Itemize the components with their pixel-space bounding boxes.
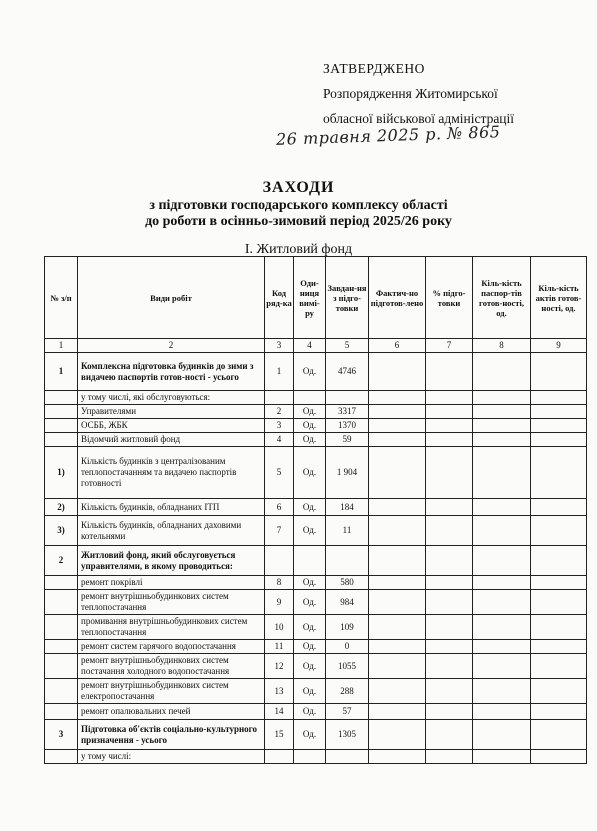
cell-task: 288 (326, 679, 369, 704)
cell-passports (473, 391, 531, 405)
cell-pct (426, 576, 473, 590)
table-row (45, 516, 587, 546)
cell-unit: Од. (294, 640, 326, 654)
cell-code (265, 750, 294, 764)
header-pct: % підго-товки (426, 257, 473, 339)
cell-unit: Од. (294, 654, 326, 679)
cell-work: Кількість будинків, обладнаних ІТП (78, 499, 265, 516)
cell-task: 57 (326, 704, 369, 720)
cell-work: Управителями (78, 405, 265, 419)
cell-passports (473, 353, 531, 391)
cell-task: 1305 (326, 720, 369, 750)
cell-unit: Од. (294, 405, 326, 419)
cell-actual (369, 590, 426, 615)
table-row (45, 405, 587, 419)
cell-work: Кількість будинків, обладнаних даховими котельнями (78, 516, 265, 546)
cell-actual (369, 704, 426, 720)
cell-code (265, 391, 294, 405)
title-line-2: з підготовки господарського комплексу області (149, 198, 448, 213)
cell-work: промивання внутрішньобудинкових систем теплопостачання (78, 615, 265, 640)
cell-actual (369, 405, 426, 419)
cell-pct (426, 590, 473, 615)
approval-line-3: обласної військової адміністрації (323, 111, 515, 126)
cell-code: 10 (265, 615, 294, 640)
cell-task: 11 (326, 516, 369, 546)
cell-acts (531, 391, 587, 405)
header-unit: Оди-ниця вимі-ру (294, 257, 326, 339)
table-row (45, 546, 587, 576)
cell-num (45, 640, 78, 654)
cell-actual (369, 391, 426, 405)
cell-pct (426, 640, 473, 654)
colnum-8: 8 (473, 339, 531, 353)
table-row (45, 353, 587, 391)
cell-pct (426, 499, 473, 516)
cell-work: Комплексна підготовка будинків до зими з видачею паспортів готов-ності - усього (78, 353, 265, 391)
header-acts: Кіль-кість актів готов-ності, од. (531, 257, 587, 339)
cell-passports (473, 447, 531, 499)
cell-unit: Од. (294, 516, 326, 546)
cell-unit: Од. (294, 615, 326, 640)
cell-work: у тому числі, які обслуговуються: (78, 391, 265, 405)
cell-code: 2 (265, 405, 294, 419)
table-row (45, 447, 587, 499)
cell-task: 3317 (326, 405, 369, 419)
cell-actual (369, 433, 426, 447)
cell-pct (426, 546, 473, 576)
cell-unit: Од. (294, 419, 326, 433)
cell-acts (531, 546, 587, 576)
cell-unit: Од. (294, 720, 326, 750)
cell-unit: Од. (294, 447, 326, 499)
cell-actual (369, 615, 426, 640)
title-main: ЗАХОДИ (262, 179, 335, 196)
approval-stamp (323, 56, 514, 131)
cell-acts (531, 447, 587, 499)
header-row (45, 257, 587, 339)
cell-pct (426, 433, 473, 447)
header-num: № з/п (45, 257, 78, 339)
cell-passports (473, 576, 531, 590)
cell-task (326, 391, 369, 405)
cell-pct (426, 447, 473, 499)
cell-unit: Од. (294, 433, 326, 447)
table-row (45, 391, 587, 405)
cell-unit (294, 750, 326, 764)
section-title: І. Житловий фонд (244, 242, 353, 257)
cell-acts (531, 679, 587, 704)
cell-passports (473, 419, 531, 433)
cell-num (45, 590, 78, 615)
approval-line-2: Розпорядження Житомирської (323, 86, 498, 101)
cell-passports (473, 546, 531, 576)
cell-acts (531, 704, 587, 720)
cell-num: 1 (45, 353, 78, 391)
cell-code: 3 (265, 419, 294, 433)
cell-acts (531, 576, 587, 590)
cell-acts (531, 405, 587, 419)
cell-code: 12 (265, 654, 294, 679)
cell-work: ремонт внутрішньобудинкових систем постачання холодного водопостачання (78, 654, 265, 679)
cell-unit: Од. (294, 576, 326, 590)
cell-work: у тому числі: (78, 750, 265, 764)
table-row (45, 615, 587, 640)
table-row (45, 433, 587, 447)
cell-actual (369, 576, 426, 590)
cell-code: 9 (265, 590, 294, 615)
cell-code: 14 (265, 704, 294, 720)
cell-task: 1370 (326, 419, 369, 433)
cell-work: ремонт покрівлі (78, 576, 265, 590)
cell-work: ремонт опалювальних печей (78, 704, 265, 720)
title-line-3: до роботи в осінньо-зимовий період 2025/26 року (145, 214, 452, 229)
cell-code: 11 (265, 640, 294, 654)
colnum-9: 9 (531, 339, 587, 353)
cell-num: 2 (45, 546, 78, 576)
cell-unit (294, 391, 326, 405)
table-row (45, 590, 587, 615)
cell-passports (473, 615, 531, 640)
cell-actual (369, 353, 426, 391)
cell-code: 4 (265, 433, 294, 447)
cell-passports (473, 640, 531, 654)
colnum-5: 5 (326, 339, 369, 353)
cell-passports (473, 679, 531, 704)
colnum-6: 6 (369, 339, 426, 353)
colnum-2: 2 (78, 339, 265, 353)
cell-unit: Од. (294, 590, 326, 615)
cell-acts (531, 353, 587, 391)
table-row (45, 679, 587, 704)
cell-passports (473, 433, 531, 447)
cell-passports (473, 499, 531, 516)
cell-actual (369, 516, 426, 546)
cell-num (45, 750, 78, 764)
table-row (45, 704, 587, 720)
cell-unit: Од. (294, 704, 326, 720)
table-row (45, 419, 587, 433)
cell-task: 580 (326, 576, 369, 590)
cell-unit: Од. (294, 353, 326, 391)
cell-pct (426, 704, 473, 720)
cell-work: Підготовка об'єктів соціально-культурного призначення - усього (78, 720, 265, 750)
cell-unit: Од. (294, 499, 326, 516)
cell-actual (369, 654, 426, 679)
cell-actual (369, 546, 426, 576)
cell-passports (473, 654, 531, 679)
cell-work: Відомчий житловий фонд (78, 433, 265, 447)
cell-acts (531, 750, 587, 764)
cell-pct (426, 405, 473, 419)
cell-num (45, 654, 78, 679)
cell-code: 1 (265, 353, 294, 391)
column-number-row (45, 339, 587, 353)
cell-work: ремонт внутрішньобудинкових систем електропостачання (78, 679, 265, 704)
cell-work: ремонт внутрішньобудинкових систем теплопостачання (78, 590, 265, 615)
cell-acts (531, 615, 587, 640)
cell-actual (369, 720, 426, 750)
cell-pct (426, 615, 473, 640)
cell-code: 15 (265, 720, 294, 750)
colnum-4: 4 (294, 339, 326, 353)
cell-num: 2) (45, 499, 78, 516)
cell-num: 1) (45, 447, 78, 499)
cell-code (265, 546, 294, 576)
cell-actual (369, 679, 426, 704)
cell-task (326, 750, 369, 764)
cell-acts (531, 654, 587, 679)
table-row (45, 720, 587, 750)
cell-acts (531, 640, 587, 654)
cell-acts (531, 419, 587, 433)
cell-actual (369, 499, 426, 516)
cell-num (45, 576, 78, 590)
cell-pct (426, 391, 473, 405)
cell-unit: Од. (294, 679, 326, 704)
cell-actual (369, 447, 426, 499)
colnum-1: 1 (45, 339, 78, 353)
cell-task: 0 (326, 640, 369, 654)
table-row (45, 654, 587, 679)
colnum-3: 3 (265, 339, 294, 353)
cell-code: 5 (265, 447, 294, 499)
handwritten-date-number: 26 травня 2025 р. № 865 (275, 122, 501, 149)
cell-acts (531, 499, 587, 516)
cell-work: Кількість будинків з централізованим теплопостачанням та видачею паспортів готовності (78, 447, 265, 499)
cell-task: 1055 (326, 654, 369, 679)
cell-task (326, 546, 369, 576)
header-actual: Фактич-но підготов-лено (369, 257, 426, 339)
cell-acts (531, 720, 587, 750)
cell-num (45, 405, 78, 419)
cell-pct (426, 750, 473, 764)
cell-passports (473, 516, 531, 546)
table-row (45, 576, 587, 590)
table-row (45, 640, 587, 654)
colnum-7: 7 (426, 339, 473, 353)
cell-work: ОСББ, ЖБК (78, 419, 265, 433)
table-row (45, 750, 587, 764)
cell-acts (531, 433, 587, 447)
approved-label: ЗАТВЕРДЖЕНО (323, 61, 425, 76)
cell-num: 3 (45, 720, 78, 750)
cell-unit (294, 546, 326, 576)
cell-passports (473, 750, 531, 764)
cell-pct (426, 720, 473, 750)
cell-num (45, 391, 78, 405)
cell-num (45, 704, 78, 720)
cell-task: 1 904 (326, 447, 369, 499)
cell-pct (426, 679, 473, 704)
document-title (0, 178, 597, 230)
cell-num (45, 679, 78, 704)
cell-work: Житловий фонд, який обслуговується управителями, в якому проводиться: (78, 546, 265, 576)
cell-pct (426, 419, 473, 433)
cell-num (45, 433, 78, 447)
cell-actual (369, 419, 426, 433)
header-passports: Кіль-кість паспор-тів готов-ності, од. (473, 257, 531, 339)
measures-table (44, 256, 587, 764)
table-body (45, 339, 587, 764)
cell-code: 7 (265, 516, 294, 546)
cell-task: 109 (326, 615, 369, 640)
header-code: Код ряд-ка (265, 257, 294, 339)
cell-actual (369, 750, 426, 764)
cell-passports (473, 704, 531, 720)
cell-code: 13 (265, 679, 294, 704)
header-work: Види робіт (78, 257, 265, 339)
cell-task: 4746 (326, 353, 369, 391)
cell-passports (473, 720, 531, 750)
cell-task: 59 (326, 433, 369, 447)
cell-acts (531, 590, 587, 615)
table-row (45, 499, 587, 516)
header-task: Завдан-ня з підго-товки (326, 257, 369, 339)
cell-pct (426, 516, 473, 546)
cell-pct (426, 654, 473, 679)
cell-task: 984 (326, 590, 369, 615)
cell-work: ремонт систем гарячого водопостачання (78, 640, 265, 654)
cell-num (45, 419, 78, 433)
cell-passports (473, 590, 531, 615)
cell-num: 3) (45, 516, 78, 546)
cell-num (45, 615, 78, 640)
cell-actual (369, 640, 426, 654)
cell-passports (473, 405, 531, 419)
cell-code: 8 (265, 576, 294, 590)
cell-code: 6 (265, 499, 294, 516)
cell-acts (531, 516, 587, 546)
cell-task: 184 (326, 499, 369, 516)
cell-pct (426, 353, 473, 391)
